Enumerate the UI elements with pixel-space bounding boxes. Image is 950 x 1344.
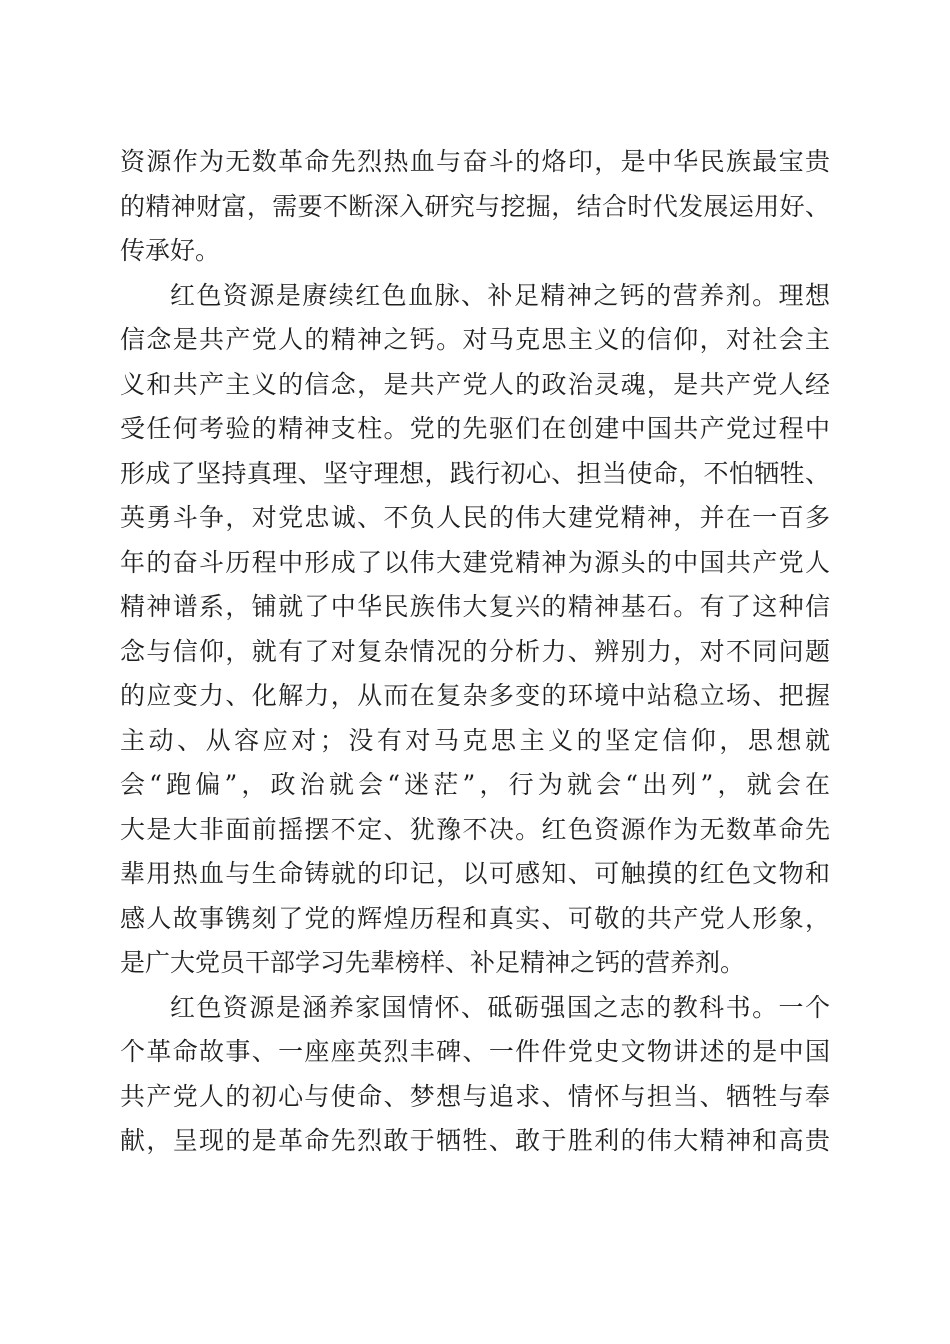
text-line: 辈用热血与生命铸就的印记，以可感知、可触摸的红色文物和	[120, 859, 830, 888]
text-line: 受任何考验的精神支柱。党的先驱们在创建中国共产党过程中	[120, 414, 830, 443]
text-line: 大是大非面前摇摆不定、犹豫不决。红色资源作为无数革命先	[120, 814, 830, 844]
text-line: 共产党人的初心与使命、梦想与追求、情怀与担当、牺牲与奉	[120, 1081, 830, 1111]
text-line: 精神谱系，铺就了中华民族伟大复兴的精神基石。有了这种信	[120, 592, 830, 621]
paragraph-1	[120, 140, 830, 274]
text-line: 的精神财富，需要不断深入研究与挖掘，结合时代发展运用好、	[120, 191, 830, 221]
text-line: 主动、从容应对；没有对马克思主义的坚定信仰，思想就	[120, 725, 830, 755]
text-line: 是广大党员干部学习先辈榜样、补足精神之钙的营养剂。	[120, 948, 746, 977]
document-body	[120, 140, 830, 1164]
text-line: 英勇斗争，对党忠诚、不负人民的伟大建党精神，并在一百多	[120, 503, 830, 532]
text-line: 传承好。	[120, 236, 221, 265]
text-line: 资源作为无数革命先烈热血与奋斗的烙印，是中华民族最宝贵	[120, 147, 830, 176]
text-line: 红色资源是涵养家国情怀、砥砺强国之志的教科书。一个	[170, 992, 830, 1022]
paragraph-2	[120, 274, 830, 986]
text-line: 献，呈现的是革命先烈敢于牺牲、敢于胜利的伟大精神和高贵	[120, 1126, 830, 1155]
text-line: 个革命故事、一座座英烈丰碑、一件件党史文物讲述的是中国	[120, 1037, 830, 1066]
text-line: 红色资源是赓续红色血脉、补足精神之钙的营养剂。理想	[170, 280, 830, 310]
text-line: 年的奋斗历程中形成了以伟大建党精神为源头的中国共产党人	[120, 547, 830, 577]
text-line: 感人故事镌刻了党的辉煌历程和真实、可敬的共产党人形象，	[120, 903, 830, 933]
text-line: 信念是共产党人的精神之钙。对马克思主义的信仰，对社会主	[120, 325, 830, 354]
text-line: 义和共产主义的信念，是共产党人的政治灵魂，是共产党人经	[120, 369, 830, 399]
text-line: 形成了坚持真理、坚守理想，践行初心、担当使命，不怕牺牲、	[120, 458, 830, 488]
text-line: 念与信仰，就有了对复杂情况的分析力、辨别力，对不同问题	[120, 636, 830, 666]
text-line: 的应变力、化解力，从而在复杂多变的环境中站稳立场、把握	[120, 681, 830, 710]
paragraph-3	[120, 986, 830, 1164]
text-line: 会“跑偏”，政治就会“迷茫”，行为就会“出列”，就会在	[120, 770, 830, 799]
